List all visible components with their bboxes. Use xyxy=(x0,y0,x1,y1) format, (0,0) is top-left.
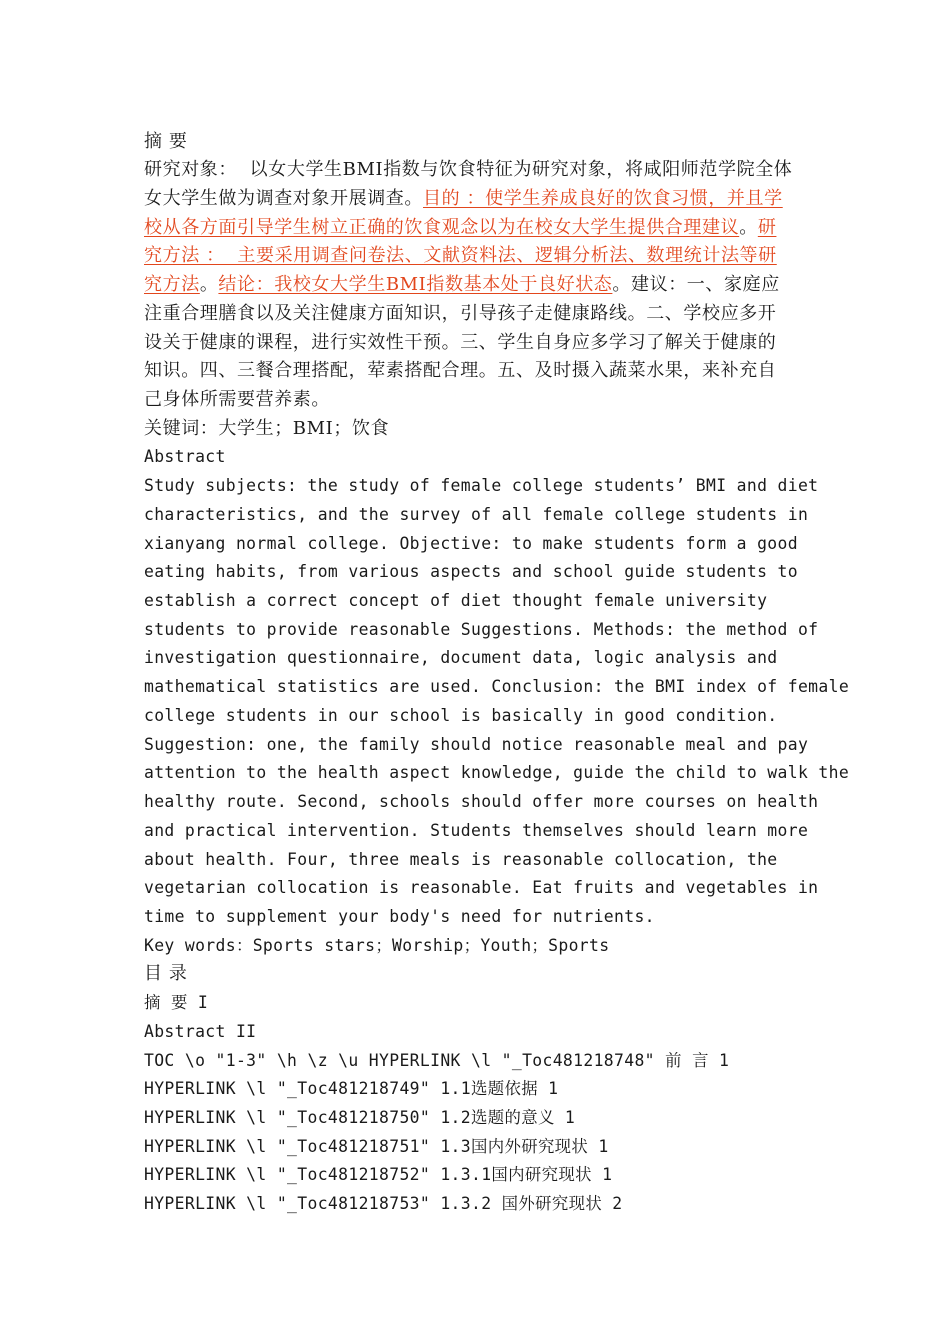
body-text: establish a correct concept of diet thought female university xyxy=(144,591,768,611)
abstract-cn-line xyxy=(144,156,792,185)
abstract-cn-line xyxy=(144,185,783,214)
abstract-cn-heading xyxy=(144,128,188,157)
toc-heading xyxy=(144,960,188,989)
toc-entry xyxy=(144,1133,609,1162)
keywords-en xyxy=(144,932,609,961)
toc-entry-text: HYPERLINK \l "_Toc481218752" 1.3.1国内研究现状 1 xyxy=(144,1165,613,1185)
abstract-en-line xyxy=(144,846,778,875)
abstract-cn-line xyxy=(144,386,330,415)
abstract-en-line xyxy=(144,558,798,587)
heading-text: Abstract xyxy=(144,447,226,467)
heading-text: 摘 要 xyxy=(144,130,188,152)
body-text: 注重合理膳食以及关注健康方面知识，引导孩子走健康路线。二、学校应多开 xyxy=(144,302,777,324)
abstract-en-line xyxy=(144,616,818,645)
highlighted-text: 研 xyxy=(757,216,777,238)
abstract-cn-line xyxy=(144,271,780,300)
abstract-en-line xyxy=(144,759,849,788)
body-text: 。建议：一、家庭应 xyxy=(612,274,780,296)
toc-entry-text: HYPERLINK \l "_Toc481218751" 1.3国内外研究现状 1 xyxy=(144,1136,609,1156)
body-text: Suggestion: one, the family should notice reasonable meal and pay xyxy=(144,734,809,754)
abstract-en-line xyxy=(144,731,808,760)
abstract-en-line xyxy=(144,644,778,673)
highlighted-text: 校从各方面引导学生树立正确的饮食观念以为在校女大学生提供合理建议 xyxy=(144,216,740,238)
abstract-cn-line xyxy=(144,300,776,329)
body-text: xianyang normal college. Objective: to make students form a good xyxy=(144,533,798,553)
body-text: 。 xyxy=(739,216,758,238)
body-text: vegetarian collocation is reasonable. Eat fruits and vegetables in xyxy=(144,878,819,898)
toc-entry xyxy=(144,1104,575,1133)
abstract-en-line xyxy=(144,501,808,530)
abstract-cn-line xyxy=(144,242,777,271)
toc-entry xyxy=(144,989,208,1018)
body-text: eating habits, from various aspects and school guide students to xyxy=(144,562,798,582)
body-text: 研究对象： 以女大学生BMI指数与饮食特征为研究对象，将咸阳师范学院全体 xyxy=(144,159,793,181)
abstract-cn-line xyxy=(144,357,776,386)
toc-entry-text: HYPERLINK \l "_Toc481218749" 1.1选题依据 1 xyxy=(144,1079,559,1099)
body-text: students to provide reasonable Suggestions. Methods: the method of xyxy=(144,619,819,639)
keywords-text: Key words：Sports stars；Worship；Youth；Sports xyxy=(144,935,610,955)
body-text: and practical intervention. Students themselves should learn more xyxy=(144,820,809,840)
body-text: characteristics, and the survey of all female college students in xyxy=(144,504,809,524)
abstract-en-line xyxy=(144,874,818,903)
toc-entry xyxy=(144,1190,623,1219)
toc-entry-text: Abstract II xyxy=(144,1021,257,1041)
abstract-en-heading xyxy=(144,443,226,472)
abstract-en-line xyxy=(144,472,818,501)
body-text: 女大学生做为调查对象开展调查。 xyxy=(144,187,423,209)
toc-entry xyxy=(144,1018,256,1047)
body-text: time to supplement your body's need for nutrients. xyxy=(144,906,655,926)
abstract-en-line xyxy=(144,702,778,731)
toc-entry xyxy=(144,1075,558,1104)
toc-entry-text: HYPERLINK \l "_Toc481218750" 1.2选题的意义 1 xyxy=(144,1107,576,1127)
abstract-en-line xyxy=(144,817,808,846)
body-text: investigation questionnaire, document data, logic analysis and xyxy=(144,648,778,668)
keywords-text: 关键词：大学生；BMI；饮食 xyxy=(144,417,390,439)
body-text: 设关于健康的课程，进行实效性干预。三、学生自身应多学习了解关于健康的 xyxy=(144,331,777,353)
highlighted-text: 结论：我校女大学生BMI指数基本处于良好状态 xyxy=(218,274,613,296)
body-text: about health. Four, three meals is reasonable collocation, the xyxy=(144,849,778,869)
body-text: mathematical statistics are used. Conclusion: the BMI index of female xyxy=(144,677,850,697)
body-text: attention to the health aspect knowledge, guide the child to walk the xyxy=(144,763,850,783)
abstract-en-line xyxy=(144,788,818,817)
body-text: Study subjects: the study of female college students’ BMI and diet xyxy=(144,476,819,496)
toc-entry xyxy=(144,1047,729,1076)
body-text: 知识。四、三餐合理搭配，荤素搭配合理。五、及时摄入蔬菜水果，来补充自 xyxy=(144,360,777,382)
keywords-cn xyxy=(144,415,389,444)
highlighted-text: 究方法 xyxy=(144,274,200,296)
body-text: 己身体所需要营养素。 xyxy=(144,388,330,410)
toc-entry-text: TOC \o "1-3" \h \z \u HYPERLINK \l "_Toc481218748" 前 言 1 xyxy=(144,1050,730,1070)
toc-entry-text: HYPERLINK \l "_Toc481218753" 1.3.2 国外研究现状 2 xyxy=(144,1194,623,1214)
highlighted-text: 目的 ：使学生养成良好的饮食习惯，并且学 xyxy=(423,187,783,209)
abstract-en-line xyxy=(144,530,798,559)
toc-entry xyxy=(144,1161,612,1190)
body-text: 。 xyxy=(199,274,219,296)
abstract-en-line xyxy=(144,673,849,702)
abstract-cn-line xyxy=(144,329,776,358)
abstract-en-line xyxy=(144,587,767,616)
body-text: college students in our school is basically in good condition. xyxy=(144,705,778,725)
highlighted-text: 究方法 ： 主要采用调查问卷法、文献资料法、逻辑分析法、数理统计法等研 xyxy=(144,245,777,267)
body-text: healthy route. Second, schools should offer more courses on health xyxy=(144,792,819,812)
heading-text: 目 录 xyxy=(144,963,188,985)
toc-entry-text: 摘 要 I xyxy=(144,993,209,1013)
abstract-en-line xyxy=(144,903,655,932)
abstract-cn-line xyxy=(144,214,776,243)
